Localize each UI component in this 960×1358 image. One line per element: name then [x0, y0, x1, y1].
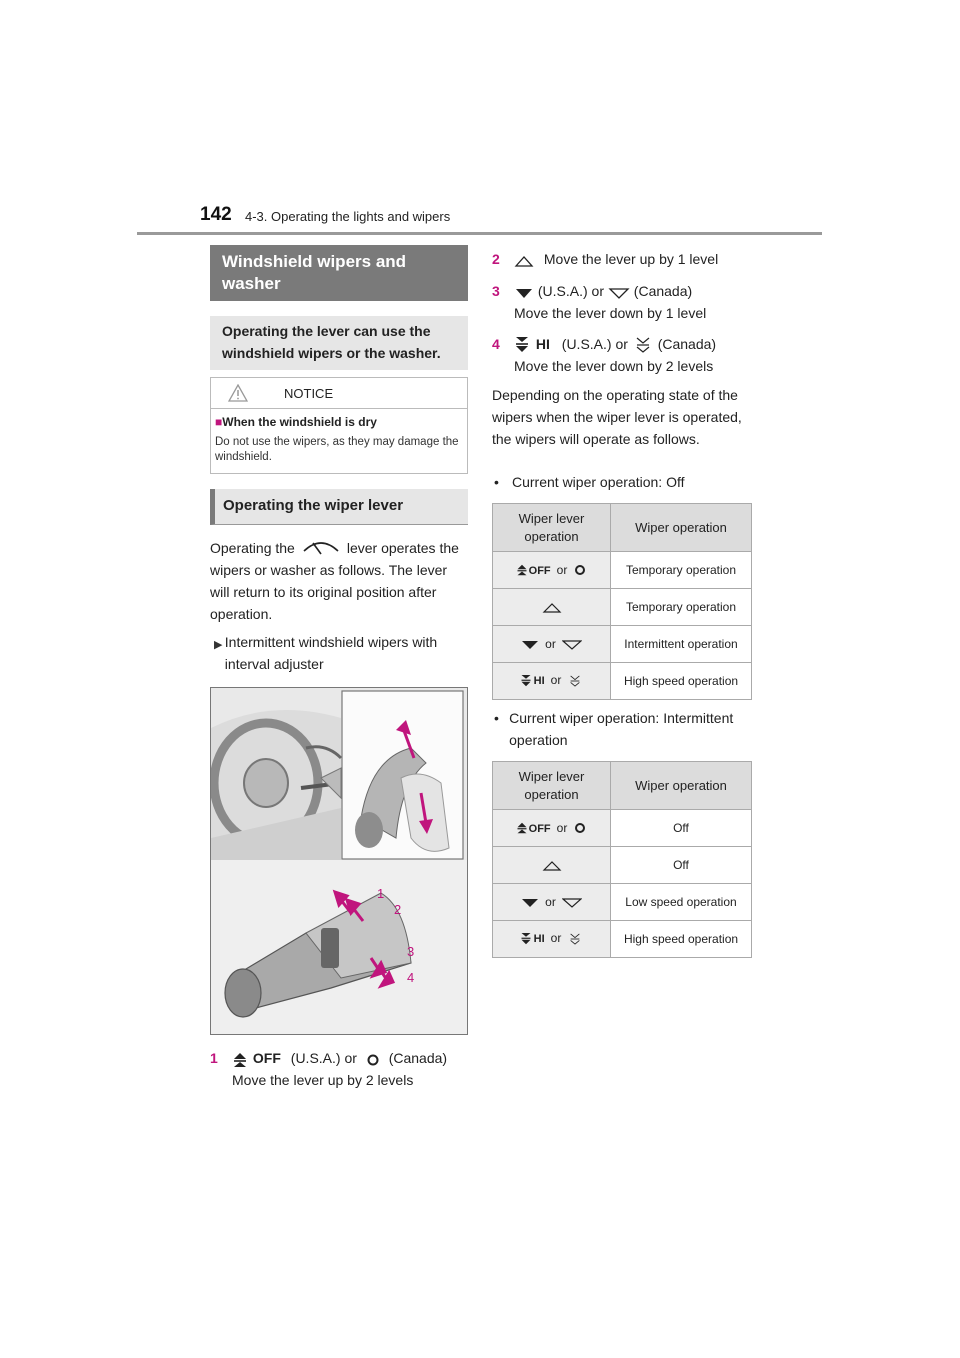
- warning-icon: [228, 384, 248, 402]
- table-row: Temporary operation: [493, 589, 752, 626]
- notice-label: NOTICE: [284, 385, 334, 401]
- lever-description: Operating the lever operates the wipers or washer as follows. The lever will return to its original position after operation.: [210, 537, 468, 625]
- notice-box: [210, 377, 468, 474]
- up-outline-arrow-icon: [542, 602, 562, 614]
- table-row: Off: [493, 847, 752, 884]
- dot-bullet-icon: •: [494, 474, 499, 490]
- table-row: HI or High speed operation: [493, 663, 752, 700]
- table-row: or Low speed operation: [493, 884, 752, 921]
- off-code: OFF: [528, 564, 551, 577]
- double-down-outline-icon: [567, 931, 583, 947]
- bullet-current-intermittent: • Current wiper operation: Intermittent operation: [492, 707, 750, 751]
- illustration-drawing: [211, 688, 467, 1034]
- step-1: 1 OFF (U.S.A.) or (Canada) Move the lever up by 2 levels: [210, 1050, 448, 1088]
- depending-text: Depending on the operating state of the wipers when the wiper lever is operated, the wipers will operate as follows.: [492, 387, 742, 447]
- wiper-table-intermittent: [492, 761, 752, 958]
- table-header-operation: Wiper operation: [611, 504, 752, 552]
- double-down-arrow-icon: [520, 932, 532, 946]
- double-up-arrow-icon: [516, 821, 528, 835]
- page-number: 142: [200, 204, 232, 225]
- chapter-title: 4-3. Operating the lights and wipers: [245, 209, 451, 224]
- hi-code: HI: [533, 675, 545, 688]
- table-row: OFF or Temporary operation: [493, 552, 752, 589]
- wiper-lever-illustration: [210, 687, 468, 1035]
- table-row: HI or High speed operation: [493, 921, 752, 958]
- callout-2: 2: [394, 902, 402, 917]
- mist-circle-icon: [361, 1053, 385, 1067]
- hi-code: HI: [533, 933, 545, 946]
- step-3: 3 (U.S.A.) or (Canada) Move the lever down by 1 level: [492, 283, 707, 321]
- callout-1: 1: [377, 886, 385, 901]
- bullet-current-off: • Current wiper operation: Off: [492, 471, 750, 493]
- down-outline-arrow-icon: [608, 286, 630, 300]
- step-4: 4 HI (U.S.A.) or (Canada) Move the lever down by 2 levels: [492, 336, 717, 374]
- double-up-arrow-icon: [516, 563, 528, 577]
- up-outline-arrow-icon: [514, 254, 534, 268]
- down-outline-arrow-icon: [562, 897, 582, 909]
- callout-4: 4: [407, 970, 415, 985]
- table-row: or Intermittent operation: [493, 626, 752, 663]
- triangle-bullet-icon: ▶: [214, 639, 223, 651]
- section-title: Windshield wipers and washer: [210, 245, 468, 301]
- mist-circle-icon: [573, 821, 587, 835]
- table-header-lever: Wiper lever operation: [493, 504, 611, 552]
- bullet-interval-adjuster: ▶ Intermittent windshield wipers with interval adjuster: [214, 631, 468, 675]
- double-down-outline-icon: [632, 337, 654, 353]
- table-row: OFF or Off: [493, 810, 752, 847]
- table-header-operation: Wiper operation: [611, 762, 752, 810]
- double-up-arrow-icon: [232, 1051, 248, 1067]
- intro-text: Operating the lever can use the windshield wipers or the washer.: [210, 316, 468, 370]
- down-filled-arrow-icon: [514, 286, 534, 300]
- off-code: OFF: [528, 822, 551, 835]
- notice-body: Do not use the wipers, as they may damage the windshield.: [215, 436, 459, 463]
- off-code: OFF: [252, 1050, 281, 1066]
- notice-header: [211, 378, 467, 409]
- table-header-lever: Wiper lever operation: [493, 762, 611, 810]
- hi-code: HI: [535, 336, 550, 352]
- subsection-heading: Operating the wiper lever: [210, 489, 468, 525]
- dot-bullet-icon: •: [494, 710, 499, 726]
- wiper-table-off: [492, 503, 752, 700]
- notice-subheading: ■When the windshield is dry: [215, 415, 377, 429]
- down-filled-arrow-icon: [521, 639, 539, 651]
- callout-3: 3: [407, 944, 415, 959]
- down-filled-arrow-icon: [521, 897, 539, 909]
- double-down-arrow-icon: [514, 337, 530, 353]
- double-down-outline-icon: [567, 673, 583, 689]
- up-outline-arrow-icon: [542, 860, 562, 872]
- header-divider: [137, 232, 822, 235]
- double-down-arrow-icon: [520, 674, 532, 688]
- down-outline-arrow-icon: [562, 639, 582, 651]
- wiper-symbol-icon: [301, 537, 341, 557]
- step-2: 2 Move the lever up by 1 level: [492, 251, 719, 267]
- mist-circle-icon: [573, 563, 587, 577]
- square-bullet-icon: ■: [215, 415, 223, 429]
